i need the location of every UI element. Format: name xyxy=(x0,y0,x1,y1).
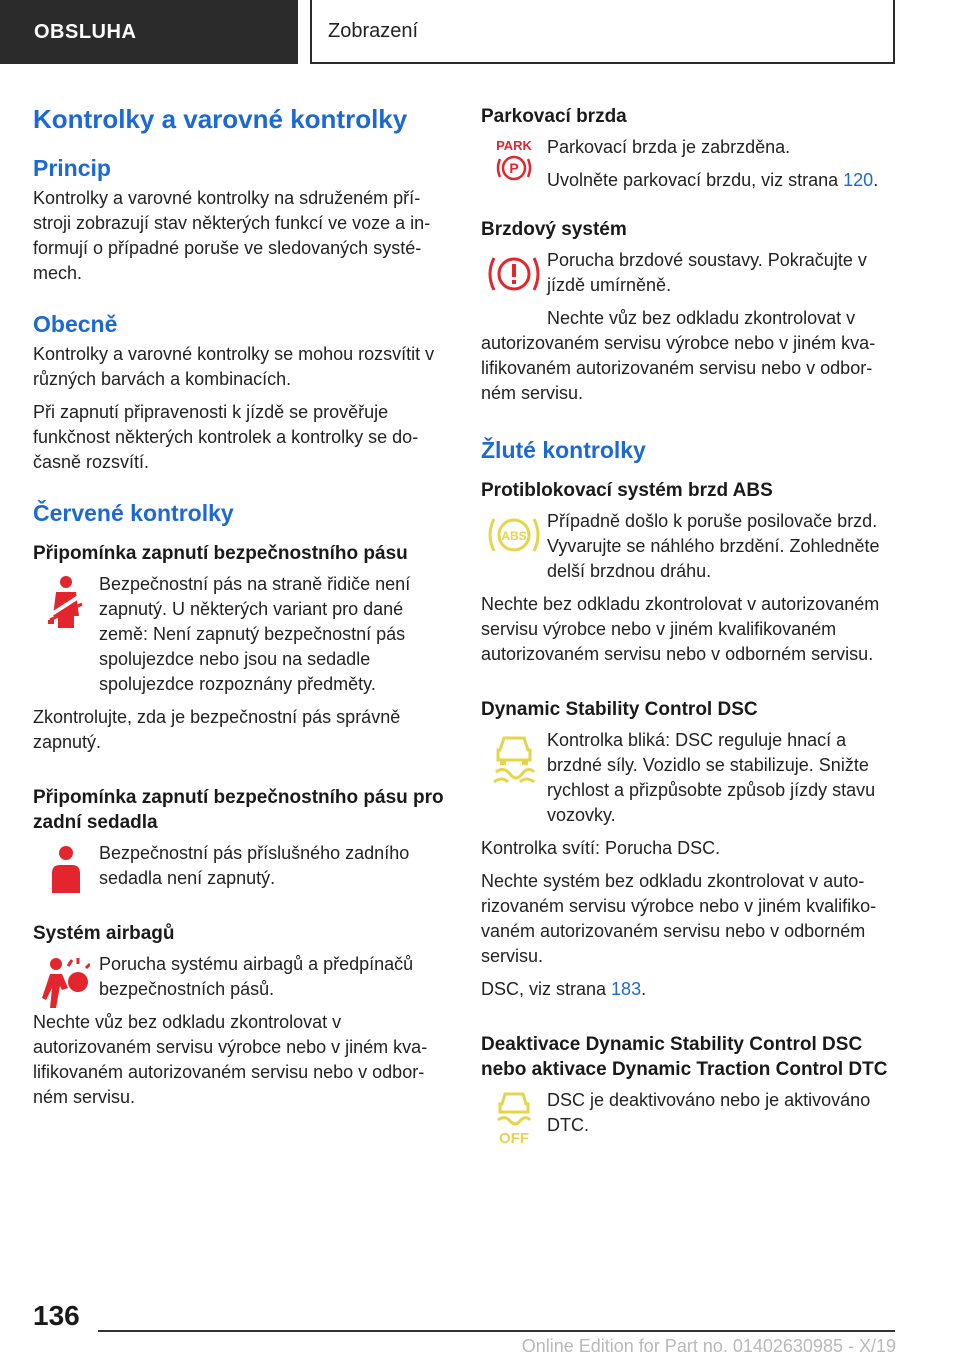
svg-text:P: P xyxy=(509,160,519,176)
page-link-183[interactable]: 183 xyxy=(611,979,642,999)
brake-system-text-2: Nechte vůz bez odkladu zkontrolovat v autorizovaném servisu výrobce nebo v jiném kvalifikovaném autorizovaném servisu nebo v odborném servisu. xyxy=(481,308,876,403)
rear-seat-occupant-icon xyxy=(33,841,99,899)
obecne-text-2: Při zapnutí připravenosti k jízdě se prověřuje funkčnost některých kontrolek a kontrolky se dočasně rozsvítí. xyxy=(33,402,419,472)
belt-reminder-block xyxy=(33,572,448,705)
seatbelt-icon xyxy=(33,572,99,630)
dsc-block xyxy=(481,728,897,836)
chapter-tab xyxy=(310,0,895,64)
dsc-off-text: DSC je deaktivováno nebo je aktivováno DTC. xyxy=(547,1090,871,1135)
abs-text-2: Nechte bez odkladu zkontrolovat v autorizovaném servisu výrobce nebo v jiném kvalifikovaném autorizovaném servisu nebo v odborném servisu. xyxy=(481,594,880,664)
airbag-text-2: Nechte vůz bez odkladu zkontrolovat v autorizovaném servisu výrobce nebo v jiném kvalifikovaném autorizovaném servisu nebo v odborném servisu. xyxy=(33,1012,428,1107)
park-brake-text-2: Uvolněte parkovací brzdu, viz strana 120. xyxy=(547,170,879,190)
airbag-title: Systém airbagů xyxy=(33,923,175,944)
right-column xyxy=(481,96,897,1146)
airbag-icon xyxy=(33,952,99,1010)
section-tab xyxy=(0,0,298,64)
obecne-text-1: Kontrolky a varovné kontrolky se mohou rozsvítit v různých barvách a kombinacích. xyxy=(33,344,435,389)
dsc-off-icon xyxy=(481,1088,547,1146)
yellow-lights-heading: Žluté kontrolky xyxy=(481,437,646,463)
footer-divider xyxy=(98,1330,895,1332)
section-title: OBSLUHA xyxy=(34,20,137,43)
park-brake-title: Parkovací brzda xyxy=(481,106,627,127)
chapter-title: Zobrazení xyxy=(328,19,419,42)
rear-belt-block xyxy=(33,841,448,899)
page-number: 136 xyxy=(33,1300,80,1331)
park-brake-icon xyxy=(481,135,547,183)
footer-watermark: Online Edition for Part no. 01402630985 - X/19 xyxy=(521,1336,896,1356)
left-column xyxy=(33,96,448,1118)
page-link-120[interactable]: 120 xyxy=(843,170,874,190)
dsc-text-2: Kontrolka svítí: Porucha DSC. xyxy=(481,838,721,858)
dsc-off-title: Deaktivace Dynamic Stability Control DSC nebo aktivace Dynamic Traction Control DTC xyxy=(481,1034,888,1080)
airbag-text-1: Porucha systému airbagů a předpínačů bezpečnostních pásů. xyxy=(99,954,414,999)
brake-system-block xyxy=(481,248,897,306)
dsc-off-block xyxy=(481,1088,897,1146)
park-icon-label: PARK xyxy=(496,138,532,153)
belt-reminder-title: Připomínka zapnutí bezpečnostního pásu xyxy=(33,543,408,564)
park-brake-text-1: Parkovací brzda je zabrzděna. xyxy=(547,137,791,157)
belt-reminder-text: Bezpečnostní pás na straně řidiče není zapnutý. U některých variant pro dané země: Není zapnutý bezpečnostní pás spolujezdce nebo jsou na sedadle spolujezdce rozpoznány předměty. xyxy=(99,574,411,694)
red-lights-heading: Červené kontrolky xyxy=(33,500,234,526)
abs-text-1: Případně došlo k poruše posilovače brzd. Vyvarujte se náhlého brzdění. Zohledněte delší brzdnou dráhu. xyxy=(547,511,880,581)
princip-heading: Princip xyxy=(33,155,111,181)
park-brake-block xyxy=(481,135,897,201)
brake-system-text-1: Porucha brzdové soustavy. Pokračujte v jízdě umírněně. xyxy=(547,250,867,295)
dsc-text-1: Kontrolka bliká: DSC reguluje hnací a brzdné síly. Vozidlo se stabilizuje. Snižte rychlost a přizpůsobte způsob jízdy stavu vozovky. xyxy=(547,730,876,825)
rear-belt-title: Připomínka zapnutí bezpečnostního pásu pro zadní sedadla xyxy=(33,787,444,833)
abs-icon xyxy=(481,509,547,559)
dsc-off-icon-label: OFF xyxy=(499,1130,529,1146)
abs-title: Protiblokovací systém brzd ABS xyxy=(481,480,773,501)
abs-icon-label: ABS xyxy=(501,529,527,543)
dsc-text-3: Nechte systém bez odkladu zkontrolovat v autorizovaném servisu výrobce nebo v jiném kvalifikovaném autorizovaném servisu nebo v odborném servisu. xyxy=(481,871,877,966)
page-title: Kontrolky a varovné kontrolky xyxy=(33,104,408,134)
airbag-block xyxy=(33,952,448,1010)
obecne-heading: Obecně xyxy=(33,311,118,337)
brake-system-title: Brzdový systém xyxy=(481,219,627,240)
abs-block xyxy=(481,509,897,592)
princip-text: Kontrolky a varovné kontrolky na sdruženém přístroji zobrazují stav některých funkcí ve voze a informují o případné poruše ve sledovaných systémech. xyxy=(33,188,431,283)
brake-warning-icon xyxy=(481,248,547,298)
dsc-text-4: DSC, viz strana 183. xyxy=(481,979,647,999)
dsc-icon xyxy=(481,728,547,786)
rear-belt-text: Bezpečnostní pás příslušného zadního sedadla není zapnutý. xyxy=(99,843,410,888)
belt-reminder-check: Zkontrolujte, zda je bezpečnostní pás správně zapnutý. xyxy=(33,707,401,752)
dsc-title: Dynamic Stability Control DSC xyxy=(481,699,758,720)
